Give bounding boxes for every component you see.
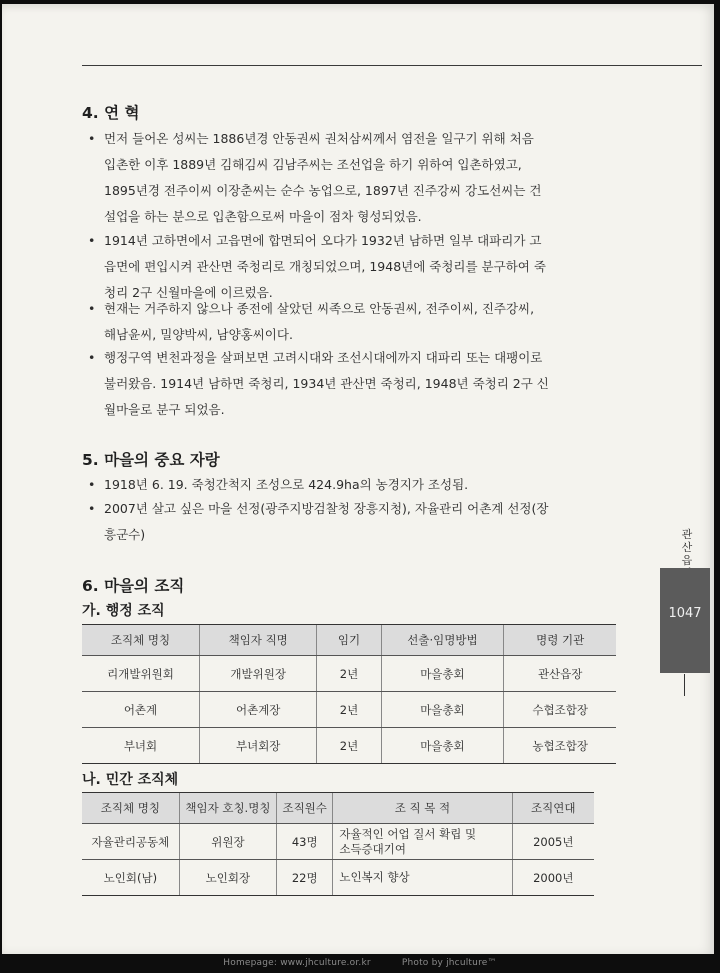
table-cell: 마을총회 bbox=[381, 692, 504, 728]
table-cell: 노인회장 bbox=[179, 860, 276, 896]
table-cell: 43명 bbox=[277, 824, 333, 860]
table-cell: 어촌계장 bbox=[199, 692, 316, 728]
table-cell: 농협조합장 bbox=[504, 728, 616, 764]
table-row bbox=[82, 728, 616, 764]
table-cell: 마을총회 bbox=[381, 728, 504, 764]
table-header: 선출·임명방법 bbox=[381, 625, 504, 656]
section-4-bullet-3: • 현재는 거주하지 않으나 종전에 살았던 씨족으로 안동권씨, 전주이씨, 진주강씨, 해남윤씨, 밀양박씨, 남양홍씨이다. bbox=[88, 301, 535, 342]
table-cell: 노인회(남) bbox=[82, 860, 179, 896]
section-4-bullet-4: • 행정구역 변천과정을 살펴보면 고려시대와 조선시대에까지 대파리 또는 대팽이로 불러왔음. 1914년 남하면 죽청리, 1934년 관산면 죽청리, 1948년 죽청리 2구 신 월마을로 분구 되었음. bbox=[88, 350, 549, 417]
section-4-bullet-1: • 먼저 들어온 성씨는 1886년경 안동권씨 권처삼씨께서 염전을 일구기 위해 처음 입촌한 이후 1889년 김해김씨 김남주씨는 조선업을 하기 위하여 입촌하였고, 1895년경 전주이씨 이장춘씨는 순수 농업으로, 1897년 진주강씨 강도선씨는 건 설업을 하는 분으로 입촌함으로써 마을이 점차 형성되었음. bbox=[88, 131, 542, 224]
table-cell: 위원장 bbox=[179, 824, 276, 860]
table-cell: 2년 bbox=[317, 692, 381, 728]
table-cell: 어촌계 bbox=[82, 692, 199, 728]
table-cell: 자율관리공동체 bbox=[82, 824, 179, 860]
table-header: 조직원수 bbox=[277, 793, 333, 824]
section-4-bullet-2: • 1914년 고하면에서 고읍면에 합면되어 오다가 1932년 남하면 일부 대파리가 고 읍면에 편입시켜 관산면 죽청리로 개칭되었으며, 1948년에 죽청리를 분구하여 죽 청리 2구 신월마을에 이르렀음. bbox=[88, 233, 546, 300]
table-row bbox=[82, 860, 594, 896]
table-cell: 개발위원장 bbox=[199, 656, 316, 692]
table-row bbox=[82, 656, 616, 692]
civil-org-subtitle: 나. 민간 조직체 bbox=[82, 772, 179, 788]
table-header-row bbox=[82, 625, 616, 656]
chapter-side-label: 관산읍 bbox=[681, 528, 693, 567]
table-cell: 22명 bbox=[277, 860, 333, 896]
header-rule bbox=[82, 65, 702, 66]
section-5-bullet-2: • 2007년 살고 싶은 마을 선정(광주지방검찰청 장흥지청), 자율관리 어촌계 선정(장 흥군수) bbox=[88, 501, 549, 542]
photo-credit-footer bbox=[0, 958, 720, 968]
table-header: 책임자 호칭.명칭 bbox=[179, 793, 276, 824]
table-cell: 2005년 bbox=[512, 824, 594, 860]
table-cell: 2년 bbox=[317, 656, 381, 692]
table-cell: 부녀회 bbox=[82, 728, 199, 764]
section-4-title: 4. 연 혁 bbox=[82, 104, 140, 122]
table-cell: 2000년 bbox=[512, 860, 594, 896]
table-header: 조직연대 bbox=[512, 793, 594, 824]
table-header-row bbox=[82, 793, 594, 824]
homepage-credit: Homepage: www.jhculture.or.kr bbox=[223, 958, 371, 968]
table-header: 조직체 명칭 bbox=[82, 625, 199, 656]
section-6-title: 6. 마을의 조직 bbox=[82, 577, 185, 595]
section-5-title: 5. 마을의 중요 자랑 bbox=[82, 451, 220, 469]
photo-credit: Photo by jhculture™ bbox=[401, 958, 497, 968]
table-cell: 노인복지 향상 bbox=[333, 860, 512, 896]
page-number: 1047 bbox=[668, 606, 702, 621]
table-header: 임기 bbox=[317, 625, 381, 656]
tab-rule bbox=[684, 674, 685, 696]
admin-org-subtitle: 가. 행정 조직 bbox=[82, 603, 165, 619]
table-header: 조 직 목 적 bbox=[333, 793, 512, 824]
civil-org-table bbox=[82, 792, 594, 896]
table-cell: 관산읍장 bbox=[504, 656, 616, 692]
table-cell: 자율적인 어업 질서 확립 및 소득증대기여 bbox=[333, 824, 512, 860]
table-header: 조직체 명칭 bbox=[82, 793, 179, 824]
table-header: 명령 기관 bbox=[504, 625, 616, 656]
table-cell: 리개발위원회 bbox=[82, 656, 199, 692]
table-row bbox=[82, 692, 616, 728]
table-cell: 마을총회 bbox=[381, 656, 504, 692]
table-header: 책임자 직명 bbox=[199, 625, 316, 656]
section-5-bullet-1: • 1918년 6. 19. 죽청간척지 조성으로 424.9ha의 농경지가 조성됨. bbox=[88, 477, 469, 492]
admin-org-table bbox=[82, 624, 616, 764]
table-cell: 부녀회장 bbox=[199, 728, 316, 764]
table-cell: 수협조합장 bbox=[504, 692, 616, 728]
table-row bbox=[82, 824, 594, 860]
table-cell: 2년 bbox=[317, 728, 381, 764]
